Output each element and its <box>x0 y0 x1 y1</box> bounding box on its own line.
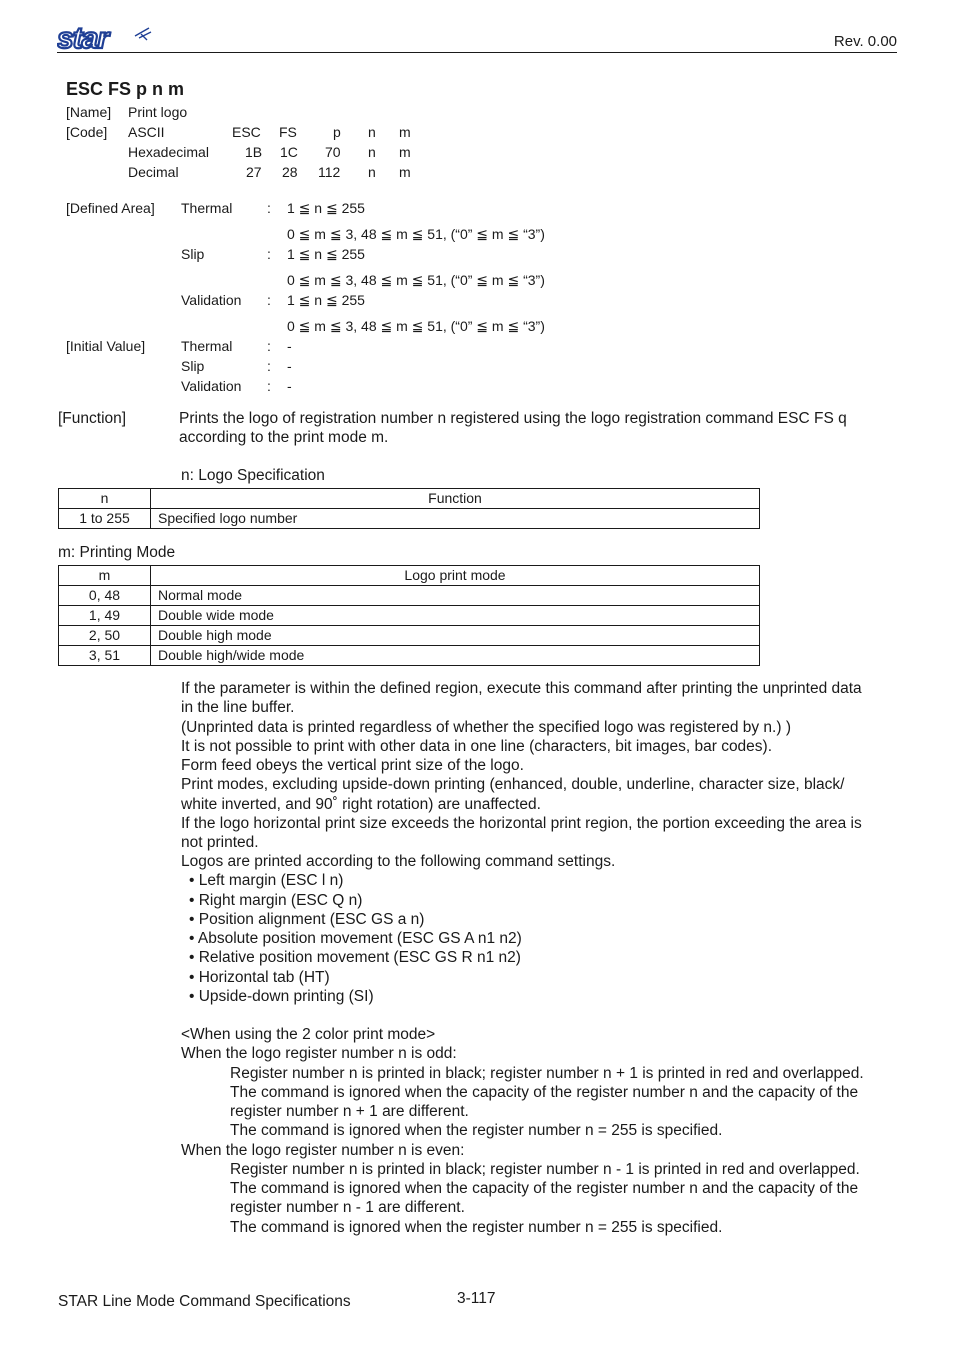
code-cell: n <box>368 124 376 140</box>
settings-item: • Right margin (ESC Q n) <box>189 892 363 909</box>
initial-value: - <box>287 338 292 354</box>
code-cell: FS <box>279 124 297 140</box>
even-line: The command is ignored when the capacity of the register number n and the capacity of the <box>230 1180 859 1197</box>
table-cell: 3, 51 <box>59 646 151 666</box>
table-header: Function <box>151 489 760 509</box>
odd-line: Register number n is printed in black; register number n + 1 is printed in red and overlapped. <box>230 1065 864 1082</box>
m-range: 0 ≦ m ≦ 3, 48 ≦ m ≦ 51, (“0” ≦ m ≦ “3”) <box>287 318 545 334</box>
m-range: 0 ≦ m ≦ 3, 48 ≦ m ≦ 51, (“0” ≦ m ≦ “3”) <box>287 272 545 288</box>
table-row <box>59 586 760 606</box>
code-cell: m <box>399 124 411 140</box>
logo-table-caption: n: Logo Specification <box>181 467 325 484</box>
defined-area-mode: Thermal <box>181 200 233 216</box>
note-line: Print modes, excluding upside-down printing (enhanced, double, underline, character size, black/ <box>181 776 845 793</box>
initial-value: - <box>287 358 292 374</box>
code-cell: n <box>368 164 376 180</box>
code-label: [Code] <box>66 124 108 140</box>
defined-area-mode: Slip <box>181 246 205 262</box>
code-cell: 1B <box>245 144 263 160</box>
table-cell: Normal mode <box>151 586 760 606</box>
settings-item: • Absolute position movement (ESC GS A n1 n2) <box>189 930 522 947</box>
mode-table-caption: m: Printing Mode <box>58 544 176 561</box>
revision-label: Rev. 0.00 <box>833 33 897 50</box>
note-line: Logos are printed according to the following command settings. <box>181 853 616 870</box>
code-row-label: ASCII <box>128 124 165 140</box>
initial-value-label: [Initial Value] <box>66 338 146 354</box>
table-cell: Specified logo number <box>151 509 760 529</box>
odd-line: The command is ignored when the capacity of the register number n and the capacity of the <box>230 1084 859 1101</box>
initial-value: - <box>287 378 292 394</box>
name-value: Print logo <box>128 104 188 120</box>
odd-line: The command is ignored when the register number n = 255 is specified. <box>230 1122 723 1139</box>
note-line: If the logo horizontal print size exceeds the horizontal print region, the portion exceeding the area is <box>181 815 862 832</box>
table-row <box>59 646 760 666</box>
defined-area-label: [Defined Area] <box>66 200 155 216</box>
code-row-label: Hexadecimal <box>128 144 209 160</box>
n-range: 1 ≦ n ≦ 255 <box>287 246 365 262</box>
logo-spec-table <box>58 488 760 529</box>
code-cell: 70 <box>325 144 341 160</box>
even-line: Register number n is printed in black; register number n - 1 is printed in red and overlapped. <box>230 1161 860 1178</box>
colon: : <box>267 292 271 308</box>
footer-doc-title: STAR Line Mode Command Specifications <box>58 1293 351 1310</box>
note-line: Form feed obeys the vertical print size of the logo. <box>181 757 524 774</box>
settings-item: • Relative position movement (ESC GS R n1 n2) <box>189 949 521 966</box>
even-heading: When the logo register number n is even: <box>181 1142 465 1159</box>
page-number: 3-117 <box>457 1290 496 1307</box>
odd-heading: When the logo register number n is odd: <box>181 1045 457 1062</box>
code-cell: 112 <box>318 164 341 180</box>
name-label: [Name] <box>66 104 112 120</box>
colon: : <box>267 378 271 394</box>
table-header: Logo print mode <box>151 566 760 586</box>
svg-text:star: star <box>57 24 109 52</box>
table-row <box>59 606 760 626</box>
initial-value-mode: Thermal <box>181 338 233 354</box>
table-cell: 1 to 255 <box>59 509 151 529</box>
printing-mode-table <box>58 565 760 666</box>
n-range: 1 ≦ n ≦ 255 <box>287 200 365 216</box>
note-line: white inverted, and 90˚ right rotation) are unaffected. <box>181 796 541 813</box>
code-cell: ESC <box>232 124 261 140</box>
colon: : <box>267 338 271 354</box>
note-line: not printed. <box>181 834 259 851</box>
settings-item: • Horizontal tab (HT) <box>189 969 330 986</box>
even-line: The command is ignored when the register number n = 255 is specified. <box>230 1219 723 1236</box>
star-logo <box>57 24 153 52</box>
table-header: n <box>59 489 151 509</box>
initial-value-mode: Validation <box>181 378 242 394</box>
m-range: 0 ≦ m ≦ 3, 48 ≦ m ≦ 51, (“0” ≦ m ≦ “3”) <box>287 226 545 242</box>
note-line: If the parameter is within the defined region, execute this command after printing the unprinted data <box>181 680 862 697</box>
odd-line: register number n + 1 are different. <box>230 1103 469 1120</box>
initial-value-mode: Slip <box>181 358 205 374</box>
note-line: in the line buffer. <box>181 699 295 716</box>
table-cell: 2, 50 <box>59 626 151 646</box>
table-cell: Double high mode <box>151 626 760 646</box>
table-cell: 0, 48 <box>59 586 151 606</box>
header-rule <box>57 52 897 53</box>
n-range: 1 ≦ n ≦ 255 <box>287 292 365 308</box>
code-cell: 1C <box>280 144 298 160</box>
table-row <box>59 509 760 529</box>
defined-area-mode: Validation <box>181 292 242 308</box>
table-row <box>59 626 760 646</box>
even-line: register number n - 1 are different. <box>230 1199 465 1216</box>
code-row-label: Decimal <box>128 164 179 180</box>
code-cell: 27 <box>246 164 262 180</box>
table-cell: Double wide mode <box>151 606 760 626</box>
function-label: [Function] <box>58 410 127 427</box>
code-cell: m <box>399 164 411 180</box>
table-cell: 1, 49 <box>59 606 151 626</box>
colon: : <box>267 246 271 262</box>
function-line: according to the print mode m. <box>179 429 389 446</box>
note-line: It is not possible to print with other data in one line (characters, bit images, bar codes). <box>181 738 773 755</box>
settings-item: • Left margin (ESC l n) <box>189 872 344 889</box>
table-header-row <box>59 566 760 586</box>
colon: : <box>267 200 271 216</box>
code-cell: n <box>368 144 376 160</box>
command-title: ESC FS p n m <box>66 79 185 99</box>
function-line: Prints the logo of registration number n registered using the logo registration command ESC FS q <box>179 410 847 427</box>
colon: : <box>267 358 271 374</box>
settings-item: • Position alignment (ESC GS a n) <box>189 911 425 928</box>
table-header: m <box>59 566 151 586</box>
two-color-heading: <When using the 2 color print mode> <box>181 1026 436 1043</box>
code-cell: p <box>333 124 341 140</box>
table-cell: Double high/wide mode <box>151 646 760 666</box>
code-cell: m <box>399 144 411 160</box>
code-cell: 28 <box>282 164 298 180</box>
note-line: (Unprinted data is printed regardless of whether the specified logo was registered by n.) ) <box>181 719 791 736</box>
settings-item: • Upside-down printing (SI) <box>189 988 374 1005</box>
table-header-row <box>59 489 760 509</box>
